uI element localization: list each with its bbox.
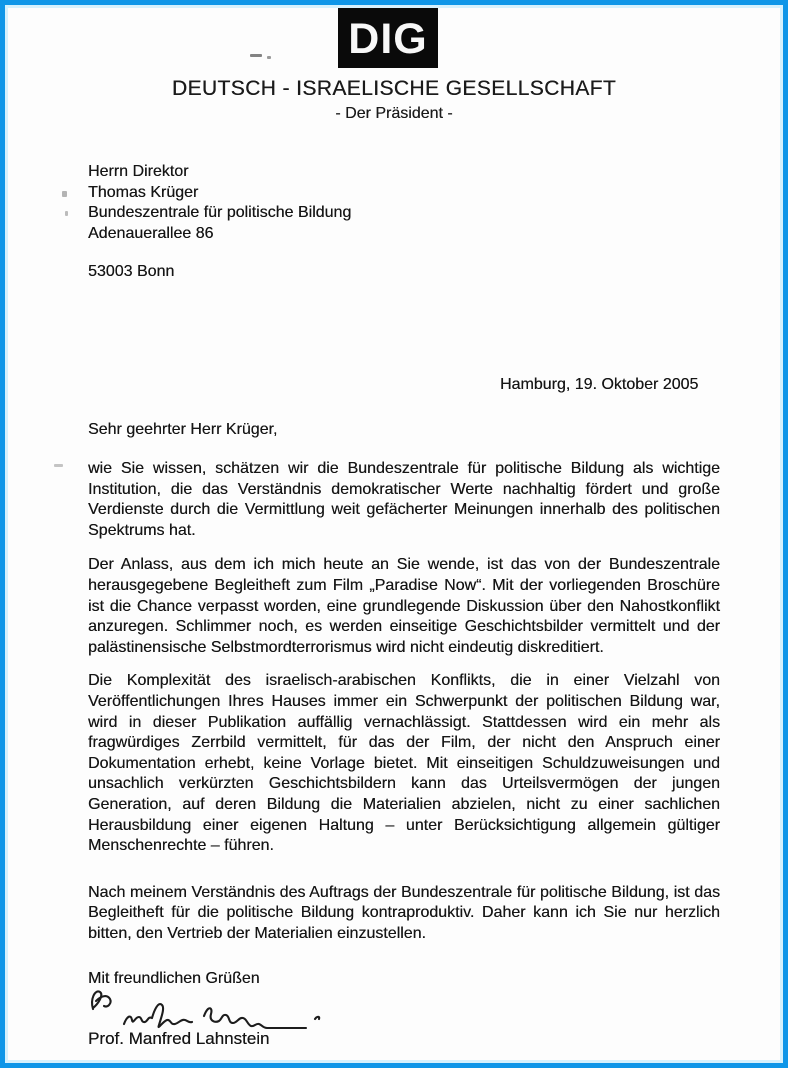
address-line: Bundeszentrale für politische Bildung <box>88 204 352 221</box>
dig-logo-text: DIG <box>348 15 428 63</box>
dig-logo <box>338 8 438 68</box>
address-city-line: 53003 Bonn <box>88 263 175 280</box>
scan-artifact <box>65 211 68 216</box>
scan-artifact <box>62 191 67 197</box>
body-paragraph: Nach meinem Verständnis des Auftrags der Bundeszentrale für politische Bildung, ist das Begleitheft für die politische Bildung kontraproduktiv. Daher kann ich Sie nur herzlich bitten, den Vertrieb der Materialien einzustellen. <box>88 883 720 942</box>
date-line: Hamburg, 19. Oktober 2005 <box>500 376 699 393</box>
address-line: Thomas Krüger <box>88 183 199 201</box>
address-line: Adenauerallee 86 <box>88 224 214 242</box>
address-line: Herrn Direktor <box>88 163 189 180</box>
scan-artifact <box>54 464 63 467</box>
scan-artifact <box>250 54 262 57</box>
valediction: Mit freundlichen Grüßen <box>88 970 260 987</box>
signer-name: Prof. Manfred Lahnstein <box>88 1029 270 1048</box>
letter-body <box>88 459 720 944</box>
organization-subtitle: - Der Präsident - <box>335 105 453 122</box>
body-paragraph: wie Sie wissen, schätzen wir die Bundeszentrale für politische Bildung als wichtige Institution, die das Verständnis demokratischer Werte nachhaltig fördert und große Verdienste durch die Vermittlung weit gefächerter Meinungen innerhalb des politischen Spektrums hat. <box>88 460 720 539</box>
salutation: Sehr geehrter Herr Krüger, <box>88 421 278 438</box>
body-paragraph: Der Anlass, aus dem ich mich heute an Sie wende, ist das von der Bundeszentrale herausgegebene Begleitheft zum Film „Paradise Now“. Mit der vorliegenden Broschüre ist die Chance verpasst worden, eine grundlegende Diskussion über den Nahostkonflikt anzuregen. Schlimmer noch, es werden einseitige Geschichtsbilder vermittelt und der palästinensische Selbstmordterrorismus wird nicht eindeutig diskreditiert. <box>88 556 720 656</box>
body-paragraph: Die Komplexität des israelisch-arabischen Konflikts, die in einer Vielzahl von Veröffentlichungen Ihres Hauses immer ein Schwerpunkt der politischen Bildung war, wird in dieser Publikation auffällig vernachlässigt. Stattdessen wird ein mehr als fragwürdiges Zerrbild vermittelt, für das der Film, der nicht den Anspruch einer Dokumentation erhebt, keine Vorlage bietet. Mit einseitigen Schuldzuweisungen und unsachlich verkürzten Geschichtsbildern kann das Urteilsvermögen der jungen Generation, auf deren Bildung die Materialien abzielen, nicht zu einer sachlichen Herausbildung einer eigenen Haltung – unter Berücksichtigung allgemein gültiger Menschenrechte – führen. <box>88 672 720 855</box>
recipient-address <box>88 162 351 244</box>
organization-name: DEUTSCH - ISRAELISCHE GESELLSCHAFT <box>171 77 617 100</box>
scan-artifact <box>267 56 271 59</box>
